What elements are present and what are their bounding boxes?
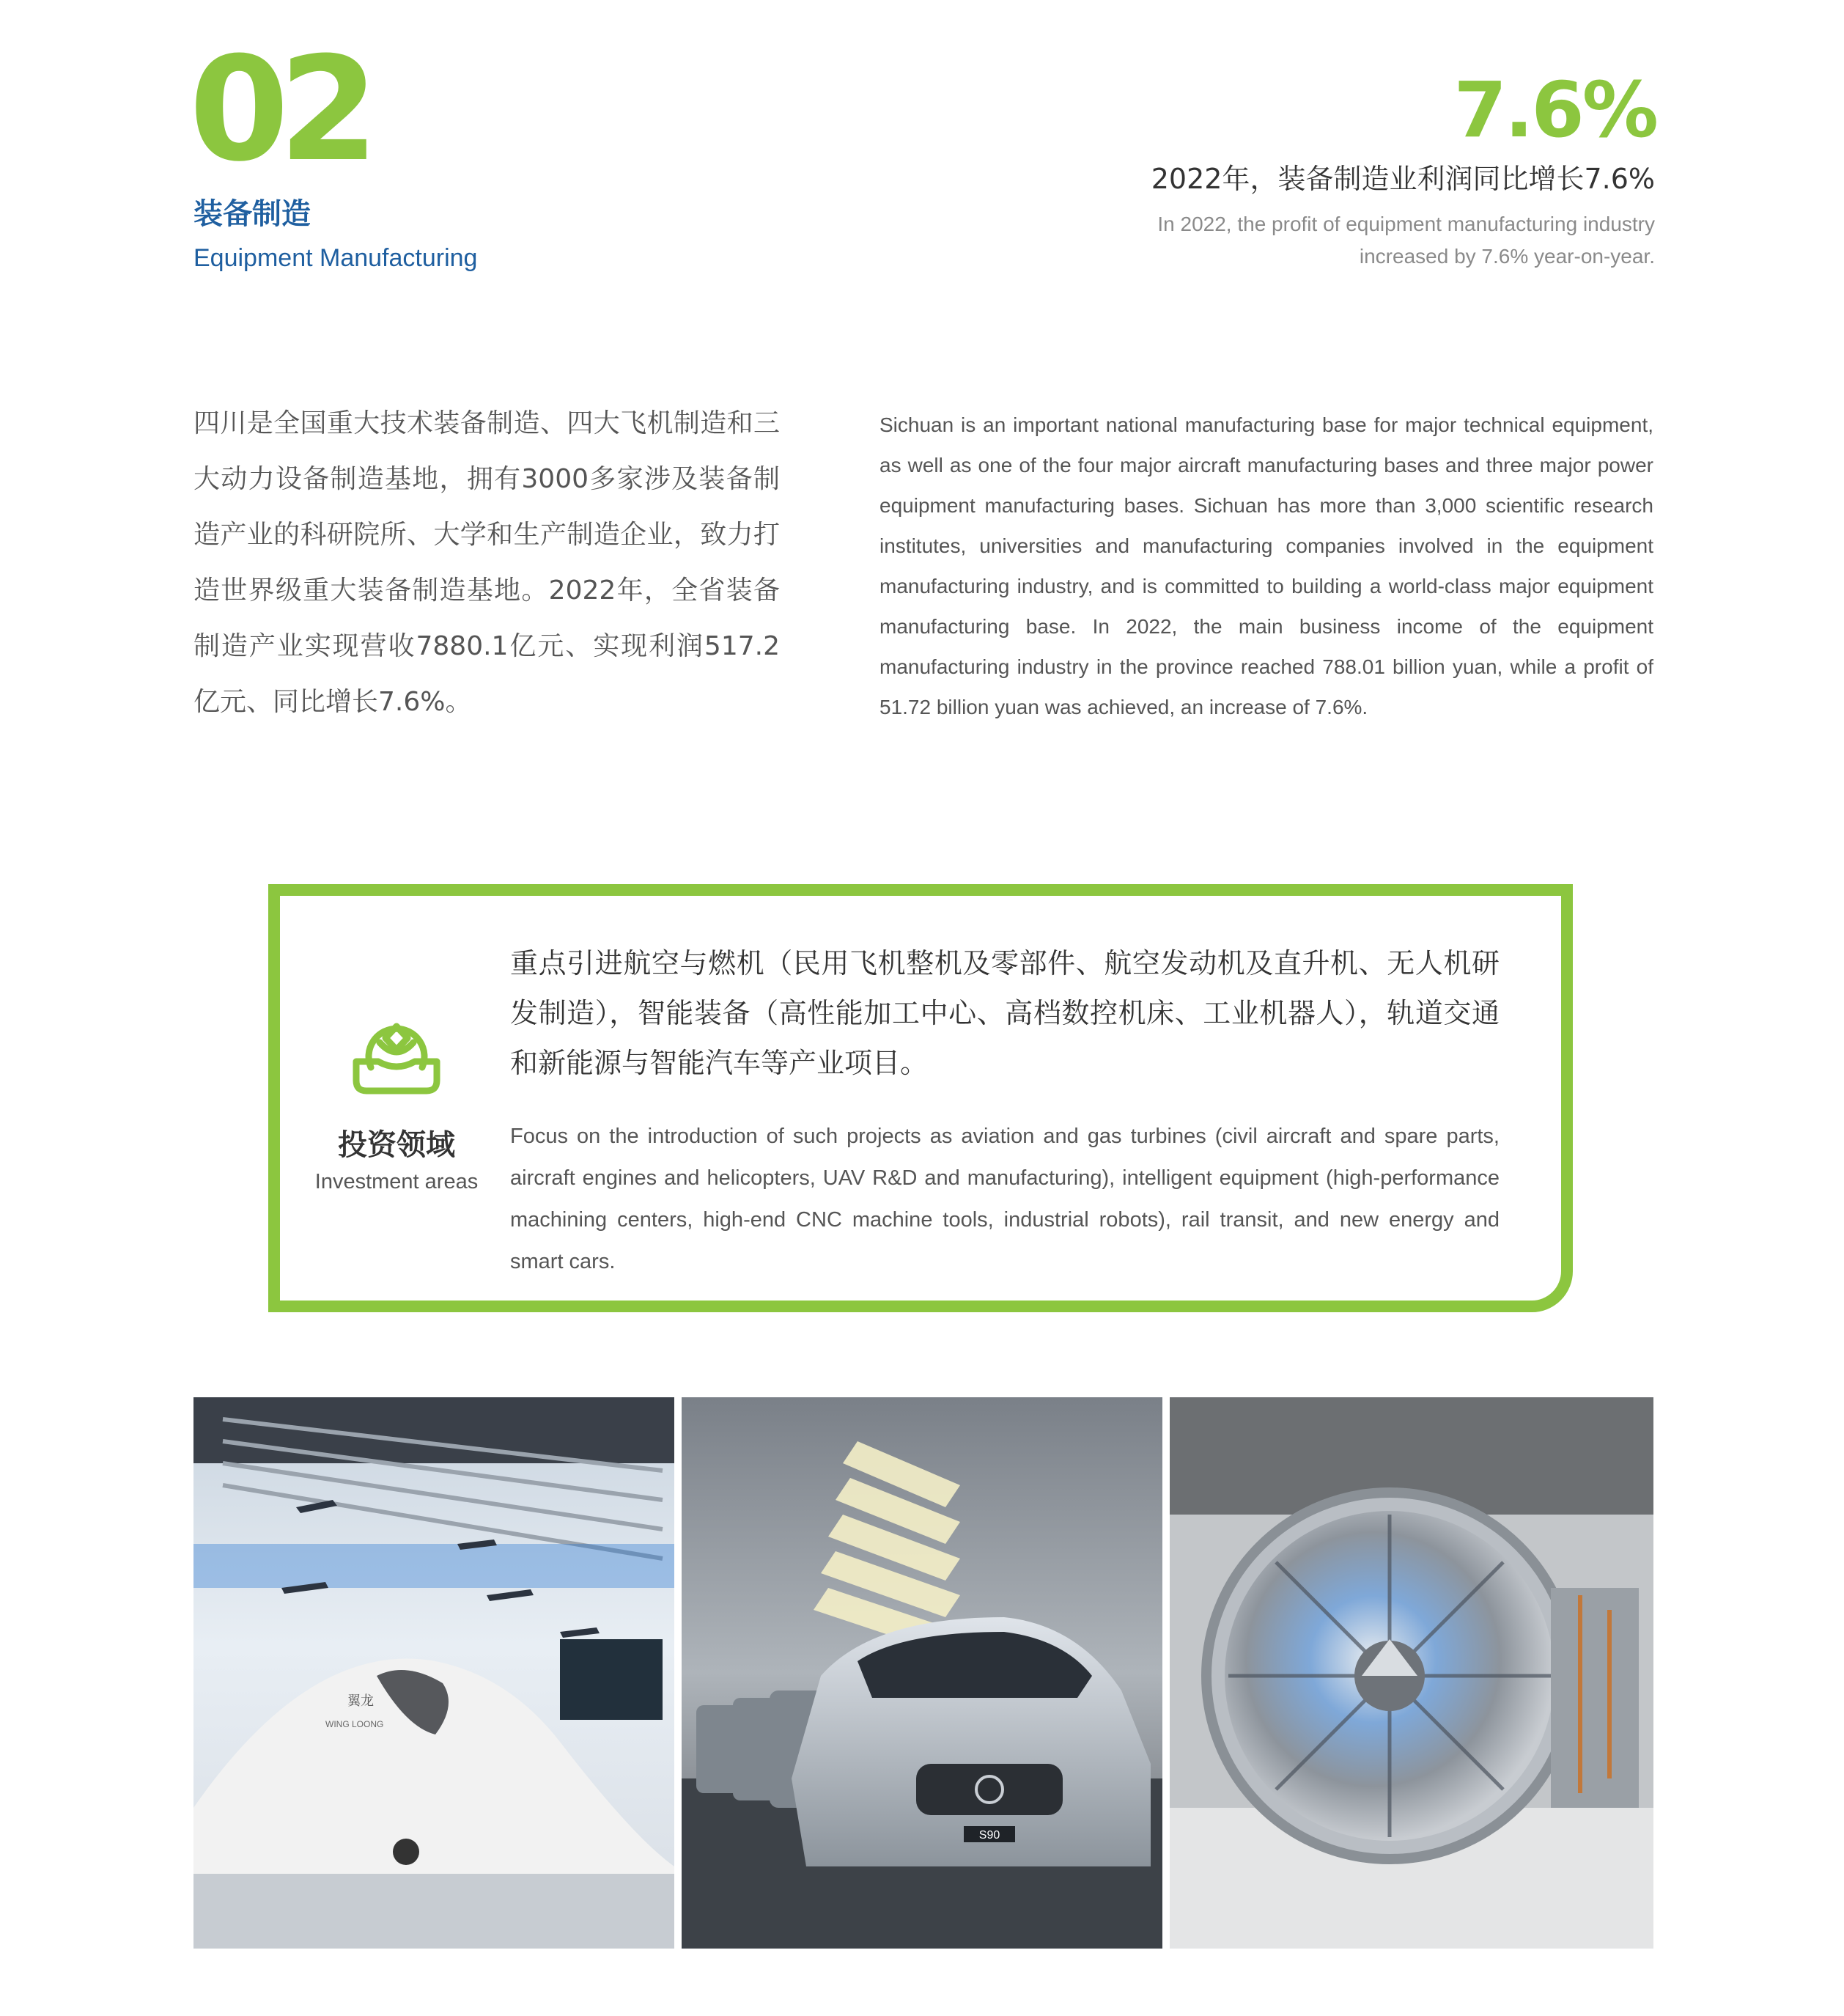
photo-car-assembly-line [682, 1397, 1162, 1949]
car-plate-text: S90 [978, 1829, 1000, 1842]
investment-box [268, 884, 1573, 1312]
section-title-en: Equipment Manufacturing [193, 244, 478, 272]
highlight-value: 7.6% [1453, 65, 1656, 155]
section-title-cn: 装备制造 [193, 197, 311, 231]
investment-text-cn: 重点引进航空与燃机（民用飞机整机及零部件、航空发动机及直升机、无人机研发制造），智能装备（高性能加工中心、高档数控机床、工业机器人），轨道交通和新能源与智能汽车等产业项目。 [510, 947, 1500, 1079]
investment-text-en: Focus on the introduction of such projects as aviation and gas turbines (civil aircraft and spare parts, aircraft engines and helicopters, UAV R&D and manufacturing), intelligent equipment (high-performance machining centers, high-end CNC machine tools, industrial robots), rail transit, and new energy and smart cars. [510, 1125, 1500, 1273]
investment-label-cn: 投资领域 [338, 1128, 455, 1162]
investment-areas-icon [349, 1001, 444, 1097]
intro-text-en: Sichuan is an important national manufacturing base for major technical equipment, as well as one of the four major aircraft manufacturing bases and three major power equipment manufacturing bases. Sichuan has more than 3,000 scientific research institutes, universities and manufacturing companies involved in the equipment manufacturing industry, and is committed to building a world-class major equipment manufacturing base. In 2022, the main business income of the equipment manufacturing industry in the province reached 788.01 billion yuan, while a profit of 51.72 billion yuan was achieved, an increase of 7.6%. [879, 413, 1653, 718]
drone-model-text: WING LOONG [325, 1719, 384, 1729]
investment-label-en: Investment areas [314, 1170, 479, 1193]
highlight-caption-cn: 2022年，装备制造业利润同比增长7.6% [1151, 163, 1655, 195]
drone-badge-text: 翼龙 [347, 1693, 374, 1709]
photo-aircraft-engine [1170, 1397, 1653, 1949]
intro-text-cn: 四川是全国重大技术装备制造、四大飞机制造和三大动力设备制造基地，拥有3000多家涉及装备制造产业的科研院所、大学和生产制造企业，致力打造世界级重大装备制造基地。2022年，全省装备制造产业实现营收7880.1亿元、实现利润517.2亿元、同比增长7.6%。 [193, 408, 780, 717]
highlight-caption-en: In 2022, the profit of equipment manufacturing industry increased by 7.6% year-on-year. [1157, 213, 1655, 268]
section-number: 02 [189, 26, 369, 194]
photo-drone-exhibition [193, 1397, 674, 1949]
